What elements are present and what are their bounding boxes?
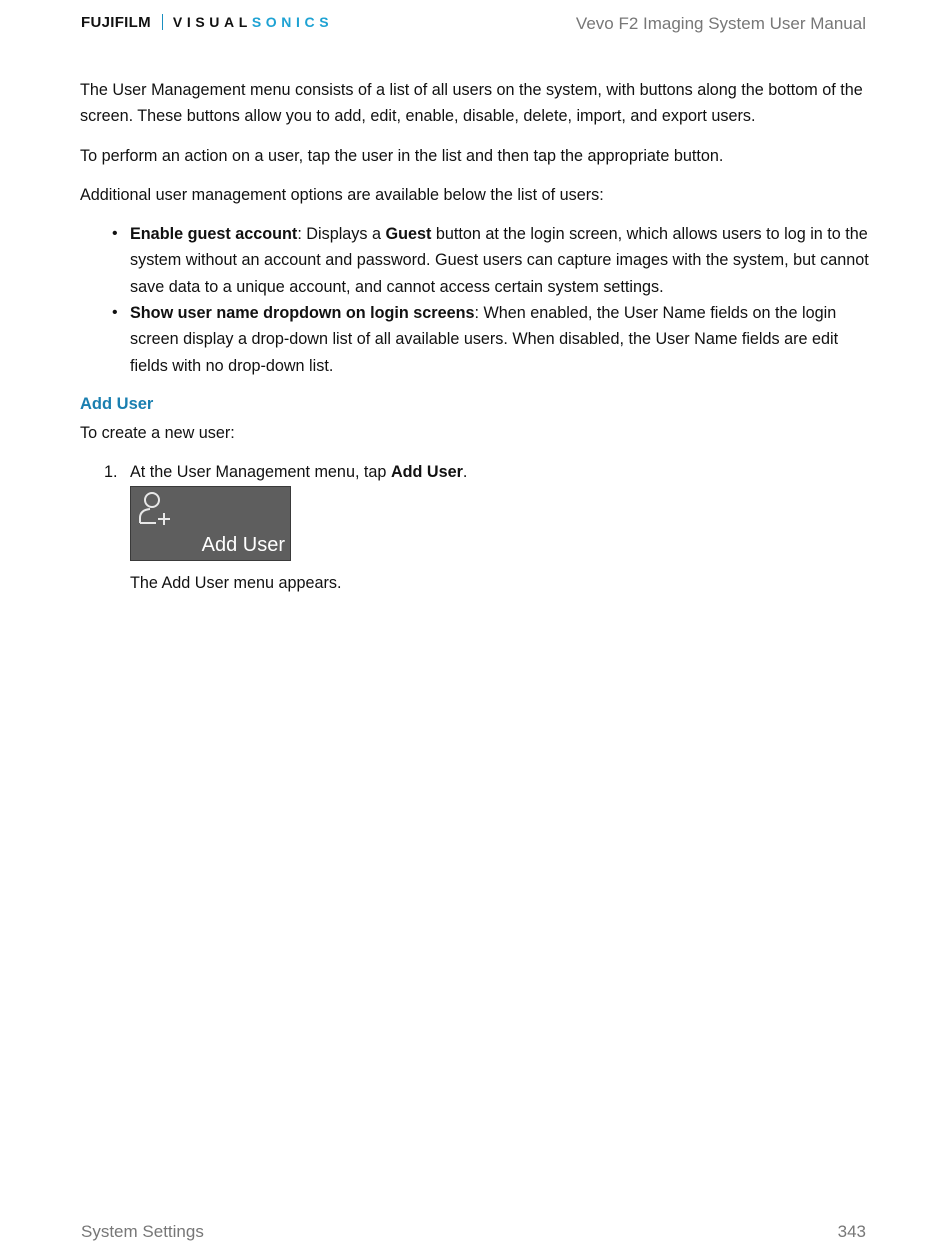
step-bold-term: Add User: [390, 463, 463, 482]
step-text: .: [462, 463, 468, 482]
page-number: 343: [837, 1222, 866, 1241]
manual-title: Vevo F2 Imaging System User Manual: [575, 14, 866, 33]
step-text: At the User Management menu, tap: [130, 463, 391, 482]
brand-logo: [81, 12, 333, 32]
section-heading: Add User: [80, 394, 154, 413]
bullet-icon: •: [112, 225, 118, 243]
step-result: The Add User menu appears.: [130, 573, 342, 592]
steps-list: [80, 459, 870, 596]
list-item: [80, 459, 870, 596]
page-content: [80, 77, 870, 596]
section-intro: To create a new user:: [80, 423, 235, 442]
option-name: Show user name dropdown on login screens: [130, 304, 475, 323]
user-plus-icon: [136, 490, 176, 530]
option-text: : When enabled, the User Name fields on the login screen display a drop-down list of all available users. When disabled, the User Name fields are edit fields with no drop-down list.: [130, 304, 839, 375]
options-list: [80, 221, 870, 379]
bullet-icon: •: [112, 304, 118, 322]
logo-sonics: SONICS: [251, 14, 334, 30]
logo-divider: [162, 14, 163, 30]
list-item: [80, 300, 870, 379]
option-text: : Displays a: [297, 225, 386, 244]
paragraph-action: To perform an action on a user, tap the user in the list and then tap the appropriate button.: [80, 146, 724, 165]
add-user-button-label: Add User: [201, 533, 285, 556]
logo-fujifilm: FUJIFILM: [81, 13, 151, 31]
option-name: Enable guest account: [130, 225, 298, 244]
paragraph-options: Additional user management options are available below the list of users:: [80, 185, 604, 204]
option-text: button at the login screen, which allows users to log in to the system without an account and password. Guest users can capture images with the system, but cannot save data to a unique account, and cannot access certain system settings.: [130, 225, 869, 296]
add-user-button-image: [130, 486, 291, 561]
step-number: 1.: [104, 463, 118, 482]
option-bold-term: Guest: [385, 225, 432, 244]
list-item: [80, 221, 870, 300]
footer-section-name: System Settings: [81, 1222, 204, 1241]
logo-visual: VISUAL: [172, 14, 252, 30]
paragraph-intro: The User Management menu consists of a list of all users on the system, with buttons along the bottom of the screen. These buttons allow you to add, edit, enable, disable, delete, import, and export users.: [80, 81, 863, 126]
